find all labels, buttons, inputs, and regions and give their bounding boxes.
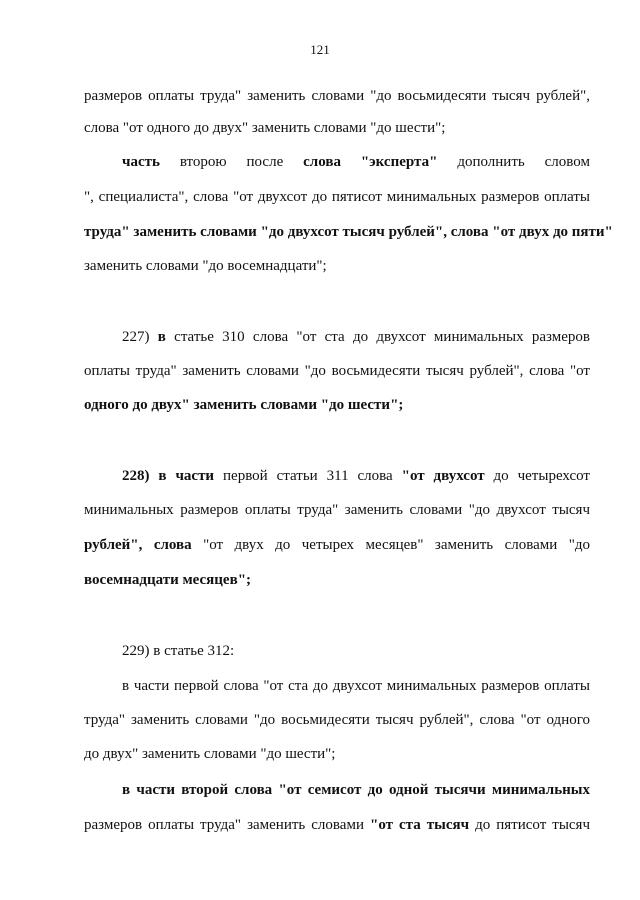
text-run: до четырехсот	[484, 468, 590, 484]
bold-text-run: слова "эксперта"	[303, 154, 438, 170]
text-line	[122, 466, 590, 486]
text-run: минимальных размеров оплаты труда" заменить словами "до двухсот тысяч	[84, 502, 590, 518]
text-run: до пятисот тысяч	[469, 817, 590, 833]
text-run: в части первой слова "от ста до двухсот минимальных размеров оплаты	[122, 678, 590, 694]
text-run: 227)	[122, 329, 158, 345]
bold-text-run: восемнадцати месяцев";	[84, 572, 252, 588]
bold-text-run: труда" заменить словами "до двухсот тысяч рублей", слова "от двух до пяти"	[84, 224, 613, 240]
text-run: труда" заменить словами "до восьмидесяти тысяч рублей", слова "от одного	[84, 712, 590, 728]
text-line	[84, 118, 590, 138]
bold-text-run: в части второй слова "от семисот до одной тысячи минимальных	[122, 782, 590, 798]
text-line	[84, 815, 590, 835]
text-run: ", специалиста", слова "от двухсот до пятисот минимальных размеров оплаты	[84, 189, 590, 205]
text-run: 229) в статье 312:	[122, 643, 235, 659]
bold-text-run: 228) в части	[122, 468, 215, 484]
text-line	[122, 780, 590, 800]
text-line	[122, 152, 590, 172]
text-line	[84, 535, 590, 555]
text-line	[122, 327, 590, 347]
text-run: "от двух до четырех месяцев" заменить словами "до	[191, 537, 590, 553]
bold-text-run: рублей", слова	[84, 537, 192, 553]
text-line	[84, 256, 590, 276]
text-line	[84, 570, 590, 590]
bold-text-run: часть	[122, 154, 160, 170]
text-run: первой статьи 311 слова	[214, 468, 402, 484]
text-run: статье 310 слова "от ста до двухсот минимальных размеров	[165, 329, 590, 345]
text-line	[84, 187, 590, 207]
text-run: слова "от одного до двух" заменить словами "до шести";	[84, 120, 446, 136]
text-run: до двух" заменить словами "до шести";	[84, 746, 336, 762]
page-number: 121	[310, 42, 330, 57]
text-line	[84, 744, 590, 764]
bold-text-run: "от двухсот	[401, 468, 485, 484]
text-line	[122, 676, 590, 696]
bold-text-run: в	[157, 329, 166, 345]
bold-text-run: "от ста тысяч	[370, 817, 470, 833]
text-line	[84, 710, 590, 730]
text-run: второю после	[159, 154, 304, 170]
bold-text-run: одного до двух" заменить словами "до шести";	[84, 397, 404, 413]
text-line	[84, 361, 590, 381]
text-run: размеров оплаты труда" заменить словами "до восьмидесяти тысяч рублей",	[84, 88, 590, 104]
text-line	[84, 395, 590, 415]
text-line	[84, 222, 613, 242]
text-run: оплаты труда" заменить словами "до восьмидесяти тысяч рублей", слова "от	[84, 363, 590, 379]
text-run: размеров оплаты труда" заменить словами	[84, 817, 370, 833]
text-run: заменить словами "до восемнадцати";	[84, 258, 327, 274]
text-run: дополнить словом	[437, 154, 590, 170]
text-line	[84, 500, 590, 520]
text-line	[84, 86, 590, 106]
text-line	[122, 641, 590, 661]
